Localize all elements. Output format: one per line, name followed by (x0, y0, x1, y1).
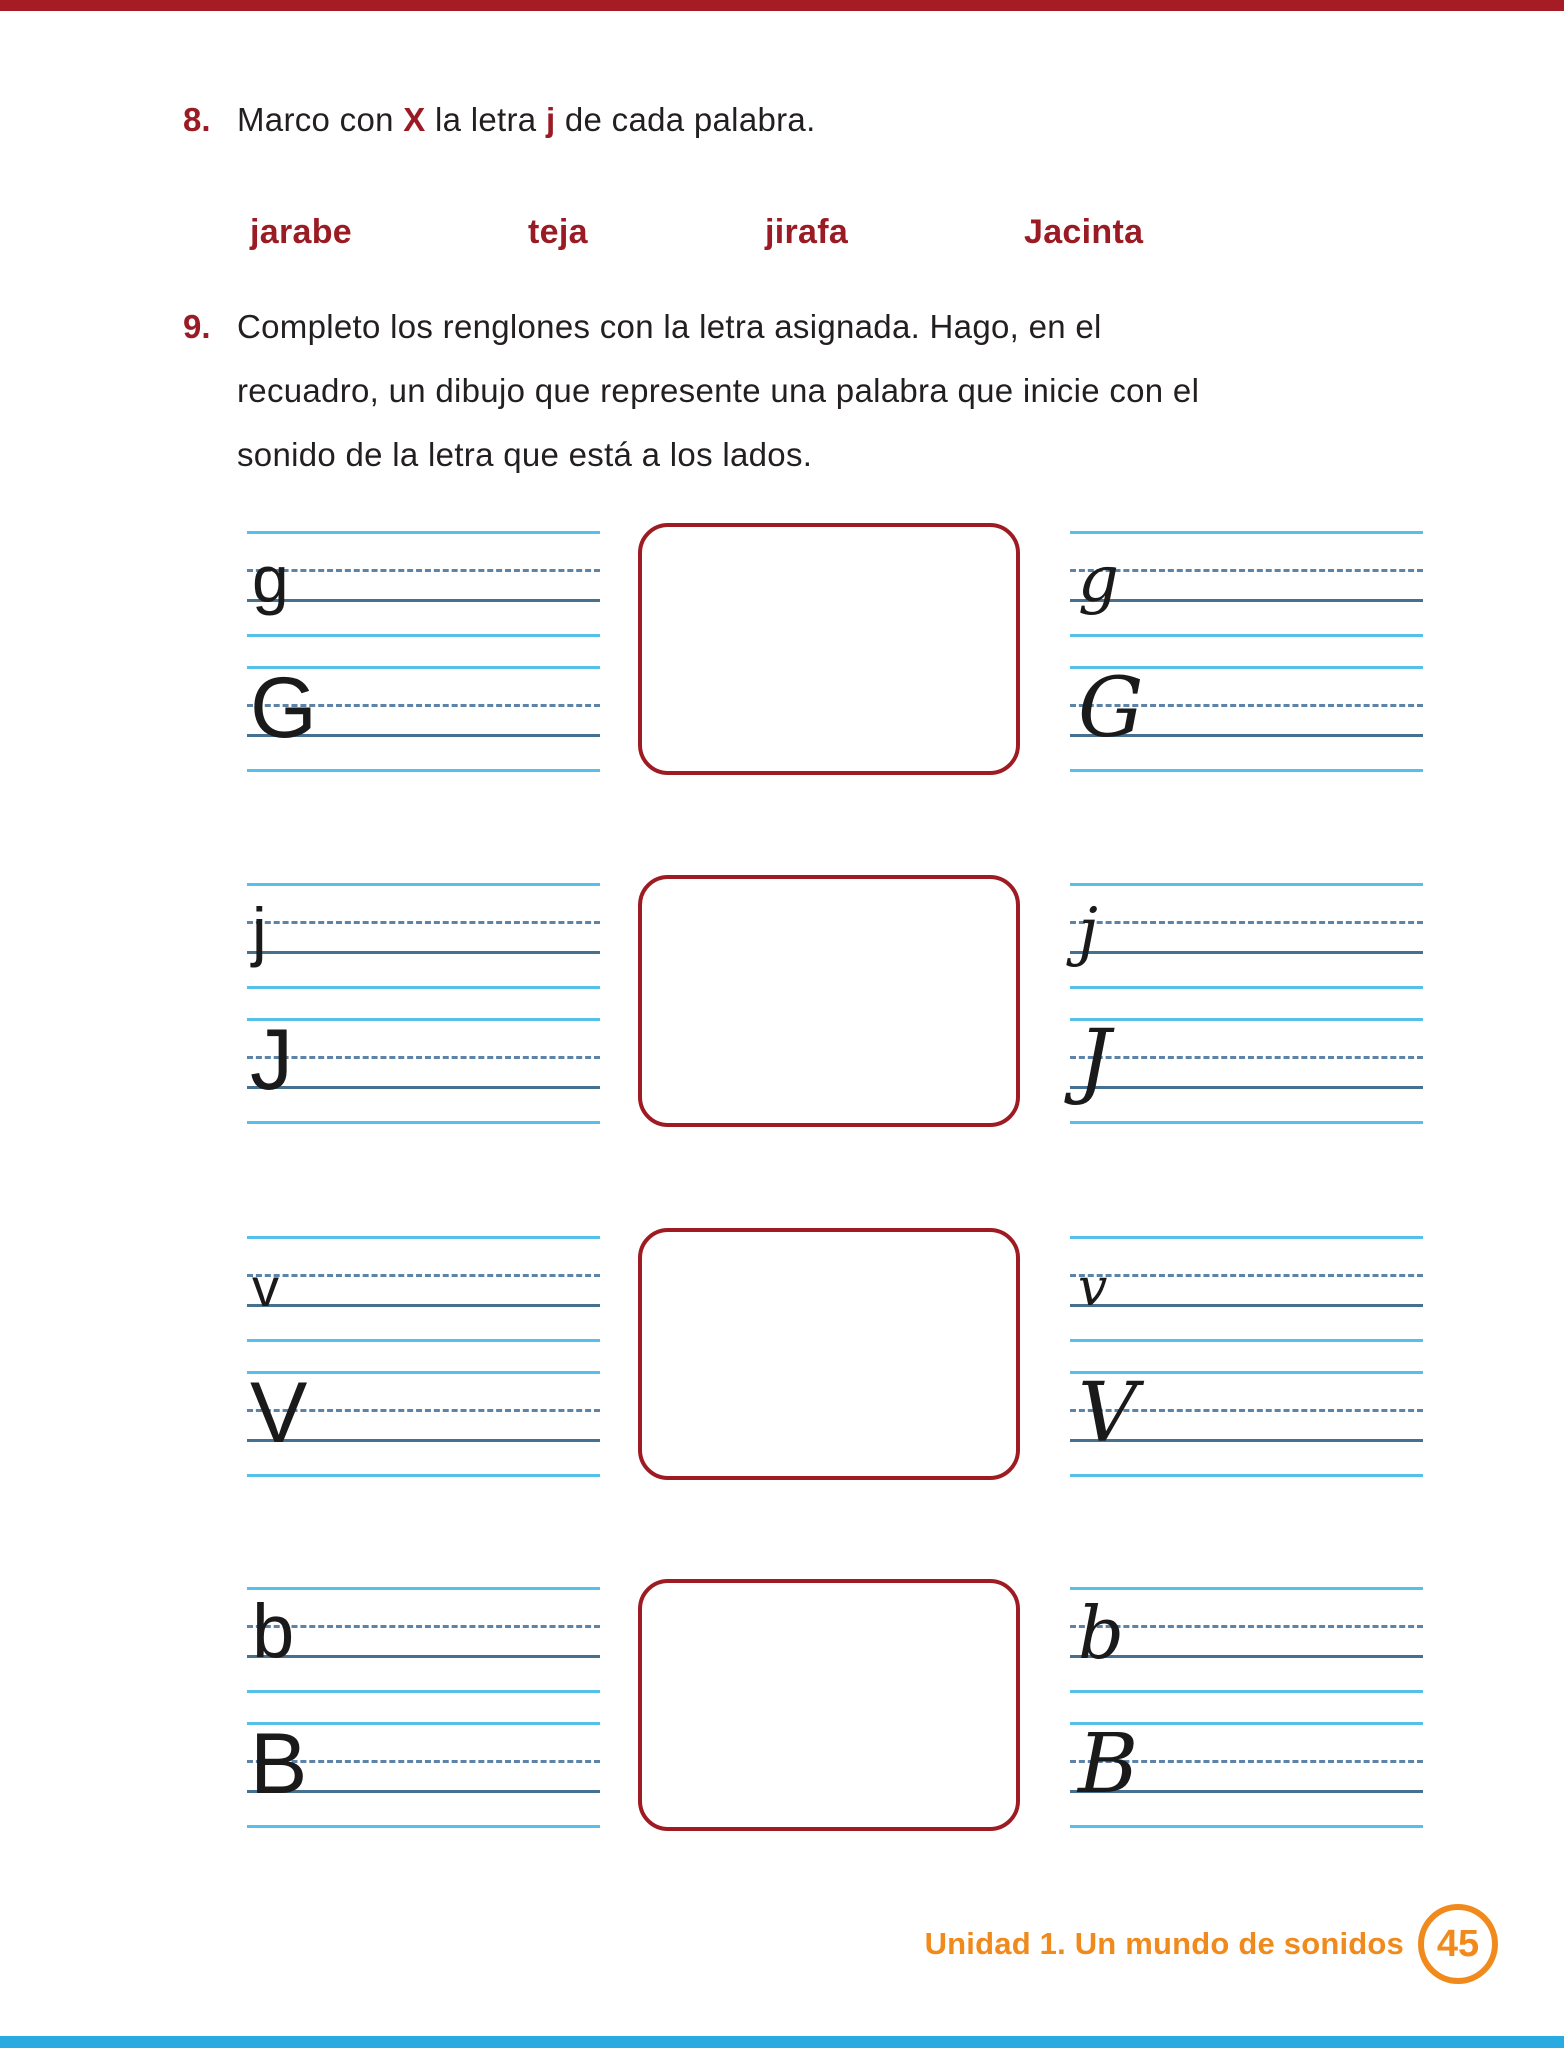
guide-line-middle-dashed (247, 1056, 600, 1059)
word-teja[interactable]: teja (528, 213, 588, 251)
exercise9-number: 9. (183, 308, 211, 345)
model-letter-print-lower-g: g (252, 542, 289, 616)
writing-lines-cursive-lower-v[interactable] (1070, 1236, 1423, 1342)
drawing-box-j[interactable] (638, 875, 1020, 1127)
guide-line-top (1070, 531, 1423, 534)
exercise8-prompt-part3: de cada palabra. (555, 101, 816, 138)
guide-line-descender (1070, 1474, 1423, 1477)
practice-row-j (0, 883, 1564, 1143)
word-jirafa[interactable]: jirafa (765, 213, 849, 251)
guide-line-middle-dashed (247, 569, 600, 572)
page-number-badge (1418, 1904, 1498, 1984)
model-letter-cursive-upper-b: B (1078, 1717, 1139, 1812)
model-letter-print-upper-g: G (250, 660, 317, 756)
writing-lines-cursive-lower-j[interactable] (1070, 883, 1423, 989)
exercise9-line1: Completo los renglones con la letra asignada. Hago, en el (237, 308, 1102, 345)
guide-line-descender (1070, 986, 1423, 989)
guide-line-baseline (247, 951, 600, 954)
guide-line-middle-dashed (247, 1274, 600, 1277)
model-letter-print-lower-b: b (252, 1589, 295, 1674)
model-letter-cursive-upper-j: J (1078, 1013, 1111, 1108)
guide-line-descender (247, 634, 600, 637)
guide-line-middle-dashed (1070, 569, 1423, 572)
guide-line-top (1070, 1587, 1423, 1590)
guide-line-middle-dashed (1070, 921, 1423, 924)
model-letter-print-upper-j: J (250, 1012, 293, 1108)
guide-line-descender (1070, 1825, 1423, 1828)
guide-line-baseline (1070, 951, 1423, 954)
model-letter-cursive-lower-j: j (1078, 895, 1098, 969)
guide-line-middle-dashed (1070, 1056, 1423, 1059)
exercise9-line3: sonido de la letra que está a los lados. (237, 436, 813, 473)
guide-line-descender (247, 769, 600, 772)
exercise8-prompt-part2: la letra (425, 101, 546, 138)
guide-line-middle-dashed (1070, 1274, 1423, 1277)
page-number: 45 (1436, 1922, 1480, 1965)
writing-lines-print-upper-j[interactable] (247, 1012, 600, 1124)
guide-line-descender (247, 986, 600, 989)
guide-line-descender (247, 1690, 600, 1693)
guide-line-baseline (1070, 1304, 1423, 1307)
guide-line-descender (247, 1339, 600, 1342)
guide-line-baseline (247, 1304, 600, 1307)
exercise8-word-list (0, 213, 1564, 255)
word-jarabe[interactable]: jarabe (250, 213, 352, 251)
exercise8-number: 8. (183, 101, 211, 138)
guide-line-descender (1070, 769, 1423, 772)
model-letter-print-upper-b: B (250, 1716, 308, 1812)
drawing-box-g[interactable] (638, 523, 1020, 775)
guide-line-baseline (247, 1086, 600, 1089)
top-accent-bar (0, 0, 1564, 11)
guide-line-baseline (1070, 1086, 1423, 1089)
drawing-box-v[interactable] (638, 1228, 1020, 1480)
writing-lines-print-lower-g[interactable] (247, 531, 600, 637)
writing-lines-cursive-lower-g[interactable] (1070, 531, 1423, 637)
word-jacinta[interactable]: Jacinta (1024, 213, 1144, 251)
guide-line-top (247, 1587, 600, 1590)
footer-unit-label: Unidad 1. Un mundo de sonidos (924, 1926, 1404, 1961)
guide-line-baseline (247, 599, 600, 602)
guide-line-descender (1070, 1121, 1423, 1124)
writing-lines-print-lower-v[interactable] (247, 1236, 600, 1342)
guide-line-middle-dashed (247, 1625, 600, 1628)
exercise8-letter-j: j (545, 101, 556, 138)
model-letter-print-lower-j: j (252, 894, 267, 968)
practice-row-g (0, 531, 1564, 791)
model-letter-print-upper-v: V (250, 1365, 308, 1461)
guide-line-middle-dashed (247, 921, 600, 924)
guide-line-descender (247, 1825, 600, 1828)
practice-row-v (0, 1236, 1564, 1496)
model-letter-cursive-lower-b: b (1078, 1591, 1125, 1675)
exercise9-line2: recuadro, un dibujo que represente una palabra que inicie con el (237, 372, 1200, 409)
exercise8-letter-x: X (403, 101, 426, 138)
guide-line-top (1070, 883, 1423, 886)
practice-row-b (0, 1587, 1564, 1847)
model-letter-print-lower-v: v (252, 1258, 279, 1318)
guide-line-descender (1070, 1339, 1423, 1342)
guide-line-top (247, 1236, 600, 1239)
guide-line-descender (247, 1121, 600, 1124)
guide-line-top (247, 883, 600, 886)
exercise8-prompt-part1: Marco con (237, 101, 404, 138)
writing-lines-cursive-upper-j[interactable] (1070, 1013, 1423, 1124)
model-letter-cursive-lower-v: v (1078, 1258, 1108, 1318)
model-letter-cursive-lower-g: g (1078, 543, 1119, 617)
guide-line-top (247, 1018, 600, 1021)
exercise8-prompt (237, 101, 816, 139)
footer (925, 1903, 1498, 1985)
bottom-accent-bar (0, 2036, 1564, 2048)
guide-line-descender (1070, 1690, 1423, 1693)
writing-lines-print-lower-j[interactable] (247, 883, 600, 989)
guide-line-top (1070, 1018, 1423, 1021)
guide-line-top (247, 531, 600, 534)
drawing-box-b[interactable] (638, 1579, 1020, 1831)
guide-line-baseline (247, 1655, 600, 1658)
guide-line-top (1070, 1236, 1423, 1239)
guide-line-baseline (1070, 599, 1423, 602)
guide-line-descender (1070, 634, 1423, 637)
model-letter-cursive-upper-g: G (1078, 661, 1144, 756)
model-letter-cursive-upper-v: V (1078, 1366, 1138, 1461)
writing-lines-print-lower-b[interactable] (247, 1587, 600, 1693)
guide-line-descender (247, 1474, 600, 1477)
